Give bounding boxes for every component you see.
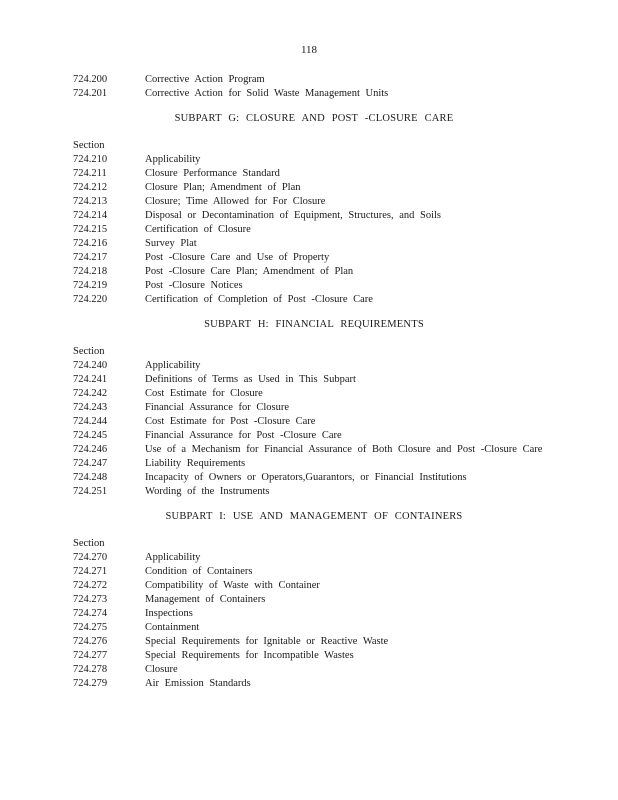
section-number: 724.241 bbox=[73, 374, 108, 385]
section-title: Wording of the Instruments bbox=[145, 486, 270, 497]
section-number: 724.215 bbox=[73, 224, 108, 235]
section-title: Applicability bbox=[145, 360, 201, 371]
section-label: Section bbox=[73, 140, 105, 151]
list-item bbox=[73, 373, 543, 387]
table-of-contents bbox=[73, 73, 543, 691]
section-number: 724.270 bbox=[73, 552, 108, 563]
section-title: Special Requirements for Ignitable or Reactive Waste bbox=[145, 636, 389, 647]
section-number: 724.272 bbox=[73, 580, 108, 591]
section-number: 724.220 bbox=[73, 294, 108, 305]
section-number: 724.242 bbox=[73, 388, 108, 399]
section-title: Corrective Action for Solid Waste Management Units bbox=[145, 88, 389, 99]
section-number: 724.240 bbox=[73, 360, 108, 371]
top-section-list bbox=[73, 73, 543, 101]
section-title: Special Requirements for Incompatible Wastes bbox=[145, 650, 354, 661]
list-item bbox=[73, 663, 543, 677]
section-number: 724.211 bbox=[73, 168, 107, 179]
section-title: Corrective Action Program bbox=[145, 74, 265, 85]
list-item bbox=[73, 73, 543, 87]
section-number: 724.210 bbox=[73, 154, 108, 165]
list-item bbox=[73, 621, 543, 635]
section-title: Definitions of Terms as Used in This Subpart bbox=[145, 374, 356, 385]
list-item bbox=[73, 237, 543, 251]
section-number: 724.248 bbox=[73, 472, 108, 483]
section-title: Certification of Completion of Post -Closure Care bbox=[145, 294, 373, 305]
section-title: Survey Plat bbox=[145, 238, 197, 249]
section-title: Liability Requirements bbox=[145, 458, 246, 469]
section-number: 724.251 bbox=[73, 486, 108, 497]
list-item bbox=[73, 579, 543, 593]
section-title: Certification of Closure bbox=[145, 224, 251, 235]
subpart-g-heading: SUBPART G: CLOSURE AND POST -CLOSURE CARE bbox=[174, 113, 454, 124]
section-title: Applicability bbox=[145, 552, 201, 563]
section-number: 724.274 bbox=[73, 608, 108, 619]
list-item bbox=[73, 443, 543, 457]
section-number: 724.212 bbox=[73, 182, 108, 193]
list-item bbox=[73, 415, 543, 429]
section-title: Closure Plan; Amendment of Plan bbox=[145, 182, 301, 193]
list-item bbox=[73, 457, 543, 471]
list-item bbox=[73, 181, 543, 195]
list-item bbox=[73, 607, 543, 621]
section-number: 724.273 bbox=[73, 594, 108, 605]
section-number: 724.277 bbox=[73, 650, 108, 661]
section-title: Closure Performance Standard bbox=[145, 168, 280, 179]
section-number: 724.214 bbox=[73, 210, 108, 221]
list-item bbox=[73, 87, 543, 101]
list-item bbox=[73, 593, 543, 607]
section-title: Containment bbox=[145, 622, 200, 633]
section-title: Inspections bbox=[145, 608, 193, 619]
section-number: 724.218 bbox=[73, 266, 108, 277]
section-label: Section bbox=[73, 346, 105, 357]
subpart-g-list bbox=[73, 153, 543, 307]
list-item bbox=[73, 485, 543, 499]
subpart-i-list bbox=[73, 551, 543, 691]
section-title: Cost Estimate for Post -Closure Care bbox=[145, 416, 316, 427]
subpart-h-list bbox=[73, 359, 543, 499]
section-title: Financial Assurance for Closure bbox=[145, 402, 290, 413]
list-item bbox=[73, 649, 543, 663]
list-item bbox=[73, 471, 543, 485]
list-item bbox=[73, 429, 543, 443]
list-item bbox=[73, 167, 543, 181]
section-number: 724.247 bbox=[73, 458, 108, 469]
page-number: 118 bbox=[300, 44, 318, 56]
list-item bbox=[73, 209, 543, 223]
section-number: 724.271 bbox=[73, 566, 108, 577]
section-number: 724.245 bbox=[73, 430, 108, 441]
section-number: 724.201 bbox=[73, 88, 108, 99]
section-number: 724.219 bbox=[73, 280, 108, 291]
section-title: Compatibility of Waste with Container bbox=[145, 580, 320, 591]
section-title: Post -Closure Care Plan; Amendment of Plan bbox=[145, 266, 354, 277]
section-title: Condition of Containers bbox=[145, 566, 253, 577]
section-title: Post -Closure Notices bbox=[145, 280, 243, 291]
section-title: Closure; Time Allowed for For Closure bbox=[145, 196, 326, 207]
section-title: Post -Closure Care and Use of Property bbox=[145, 252, 330, 263]
section-title: Cost Estimate for Closure bbox=[145, 388, 263, 399]
section-number: 724.200 bbox=[73, 74, 108, 85]
subpart-i-heading: SUBPART I: USE AND MANAGEMENT OF CONTAINERS bbox=[165, 511, 463, 522]
section-number: 724.278 bbox=[73, 664, 108, 675]
section-number: 724.217 bbox=[73, 252, 108, 263]
list-item bbox=[73, 551, 543, 565]
section-title: Disposal or Decontamination of Equipment, Structures, and Soils bbox=[145, 210, 441, 221]
list-item bbox=[73, 387, 543, 401]
list-item bbox=[73, 293, 543, 307]
section-number: 724.279 bbox=[73, 678, 108, 689]
subpart-h-heading: SUBPART H: FINANCIAL REQUIREMENTS bbox=[204, 319, 424, 330]
list-item bbox=[73, 251, 543, 265]
list-item bbox=[73, 195, 543, 209]
section-title: Management of Containers bbox=[145, 594, 266, 605]
section-title: Closure bbox=[145, 664, 178, 675]
list-item bbox=[73, 265, 543, 279]
section-number: 724.213 bbox=[73, 196, 108, 207]
list-item bbox=[73, 153, 543, 167]
list-item bbox=[73, 565, 543, 579]
section-number: 724.243 bbox=[73, 402, 108, 413]
section-number: 724.216 bbox=[73, 238, 108, 249]
list-item bbox=[73, 223, 543, 237]
list-item bbox=[73, 635, 543, 649]
section-number: 724.246 bbox=[73, 444, 108, 455]
section-title: Financial Assurance for Post -Closure Care bbox=[145, 430, 342, 441]
list-item bbox=[73, 279, 543, 293]
section-number: 724.276 bbox=[73, 636, 108, 647]
section-number: 724.275 bbox=[73, 622, 108, 633]
section-label: Section bbox=[73, 538, 105, 549]
section-title: Incapacity of Owners or Operators,Guarantors, or Financial Institutions bbox=[145, 472, 467, 483]
section-number: 724.244 bbox=[73, 416, 108, 427]
list-item bbox=[73, 359, 543, 373]
section-title: Air Emission Standards bbox=[145, 678, 251, 689]
list-item bbox=[73, 401, 543, 415]
list-item bbox=[73, 677, 543, 691]
section-title: Use of a Mechanism for Financial Assurance of Both Closure and Post -Closure Care bbox=[145, 444, 543, 455]
section-title: Applicability bbox=[145, 154, 201, 165]
